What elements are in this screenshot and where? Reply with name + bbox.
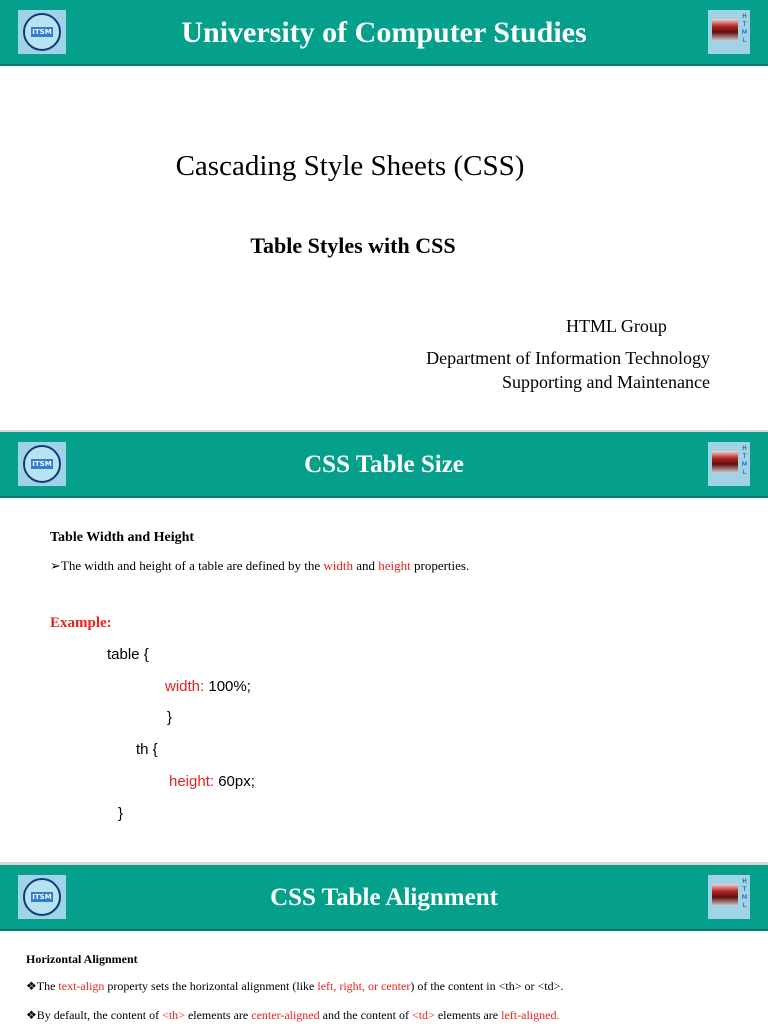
text: elements are (434, 1008, 502, 1022)
paragraph (26, 979, 563, 994)
html-icon (708, 442, 750, 486)
html-letter: T (742, 453, 747, 460)
banner (0, 865, 768, 931)
keyword: <td> (411, 1008, 435, 1022)
code-prop: width: (165, 678, 205, 695)
logo-text: ITSM (32, 893, 52, 901)
html-letter: L (742, 902, 747, 909)
code-line: } (118, 805, 124, 822)
banner-title: CSS Table Alignment (270, 884, 498, 911)
bullet-icon: ❖ (26, 1008, 37, 1022)
keyword: left, right, or center (317, 979, 411, 993)
html-letter: T (742, 21, 747, 28)
banner-title: CSS Table Size (304, 451, 464, 478)
html-letter: L (742, 37, 747, 44)
logo-text: ITSM (32, 460, 52, 468)
code-value: 100%; (204, 678, 251, 695)
code-line: th { (136, 741, 158, 758)
text: The (36, 979, 59, 993)
text: and (352, 558, 379, 573)
text: property sets the horizontal alignment (like (104, 979, 318, 993)
section-heading: Horizontal Alignment (26, 952, 138, 966)
keyword: height (378, 558, 411, 573)
html-letter: M (741, 29, 748, 36)
html-letter: L (742, 469, 747, 476)
itsm-logo (18, 442, 66, 486)
itsm-logo (18, 10, 66, 54)
subtitle: Table Styles with CSS (250, 233, 456, 258)
text: elements are (184, 1008, 252, 1022)
keyword: width (323, 558, 353, 573)
banner (0, 0, 768, 66)
department (426, 346, 710, 394)
itsm-logo (18, 875, 66, 919)
paragraph (50, 558, 469, 574)
html-letter: M (741, 894, 748, 901)
bullet-icon: ➢ (50, 558, 61, 573)
code-line (165, 678, 251, 695)
keyword: left-aligned. (501, 1008, 560, 1022)
paragraph (26, 1008, 559, 1023)
dept-line-1: Department of Information Technology (426, 348, 710, 368)
text: By default, the content of (36, 1008, 163, 1022)
html-letter: H (742, 445, 747, 452)
banner-title: University of Computer Studies (181, 16, 587, 49)
example-label: Example: (50, 615, 112, 631)
text: properties. (410, 558, 470, 573)
code-line: table { (107, 646, 149, 663)
html-letter: T (742, 886, 747, 893)
banner (0, 432, 768, 498)
code-line (169, 773, 255, 790)
bullet-icon: ❖ (26, 979, 37, 993)
keyword: text-align (58, 979, 105, 993)
html-letter: M (741, 461, 748, 468)
slide-table-alignment (0, 865, 768, 1024)
code-line: } (167, 709, 173, 726)
slide-table-size (0, 432, 768, 862)
section-heading: Table Width and Height (50, 530, 195, 545)
slide-title (0, 0, 768, 430)
text: and the content of (319, 1008, 412, 1022)
html-letter: H (742, 13, 747, 20)
group-name: HTML Group (566, 316, 667, 336)
main-title: Cascading Style Sheets (CSS) (175, 150, 525, 182)
keyword: <th> (162, 1008, 185, 1022)
html-letter: H (742, 878, 747, 885)
dept-line-2: Supporting and Maintenance (502, 372, 710, 392)
text: The width and height of a table are defined by the (60, 558, 324, 573)
code-value: 60px; (214, 773, 255, 790)
html-icon (708, 875, 750, 919)
logo-text: ITSM (32, 28, 52, 36)
keyword: center-aligned (251, 1008, 320, 1022)
text: ) of the content in <th> or <td>. (410, 979, 564, 993)
code-prop: height: (169, 773, 215, 790)
html-icon (708, 10, 750, 54)
